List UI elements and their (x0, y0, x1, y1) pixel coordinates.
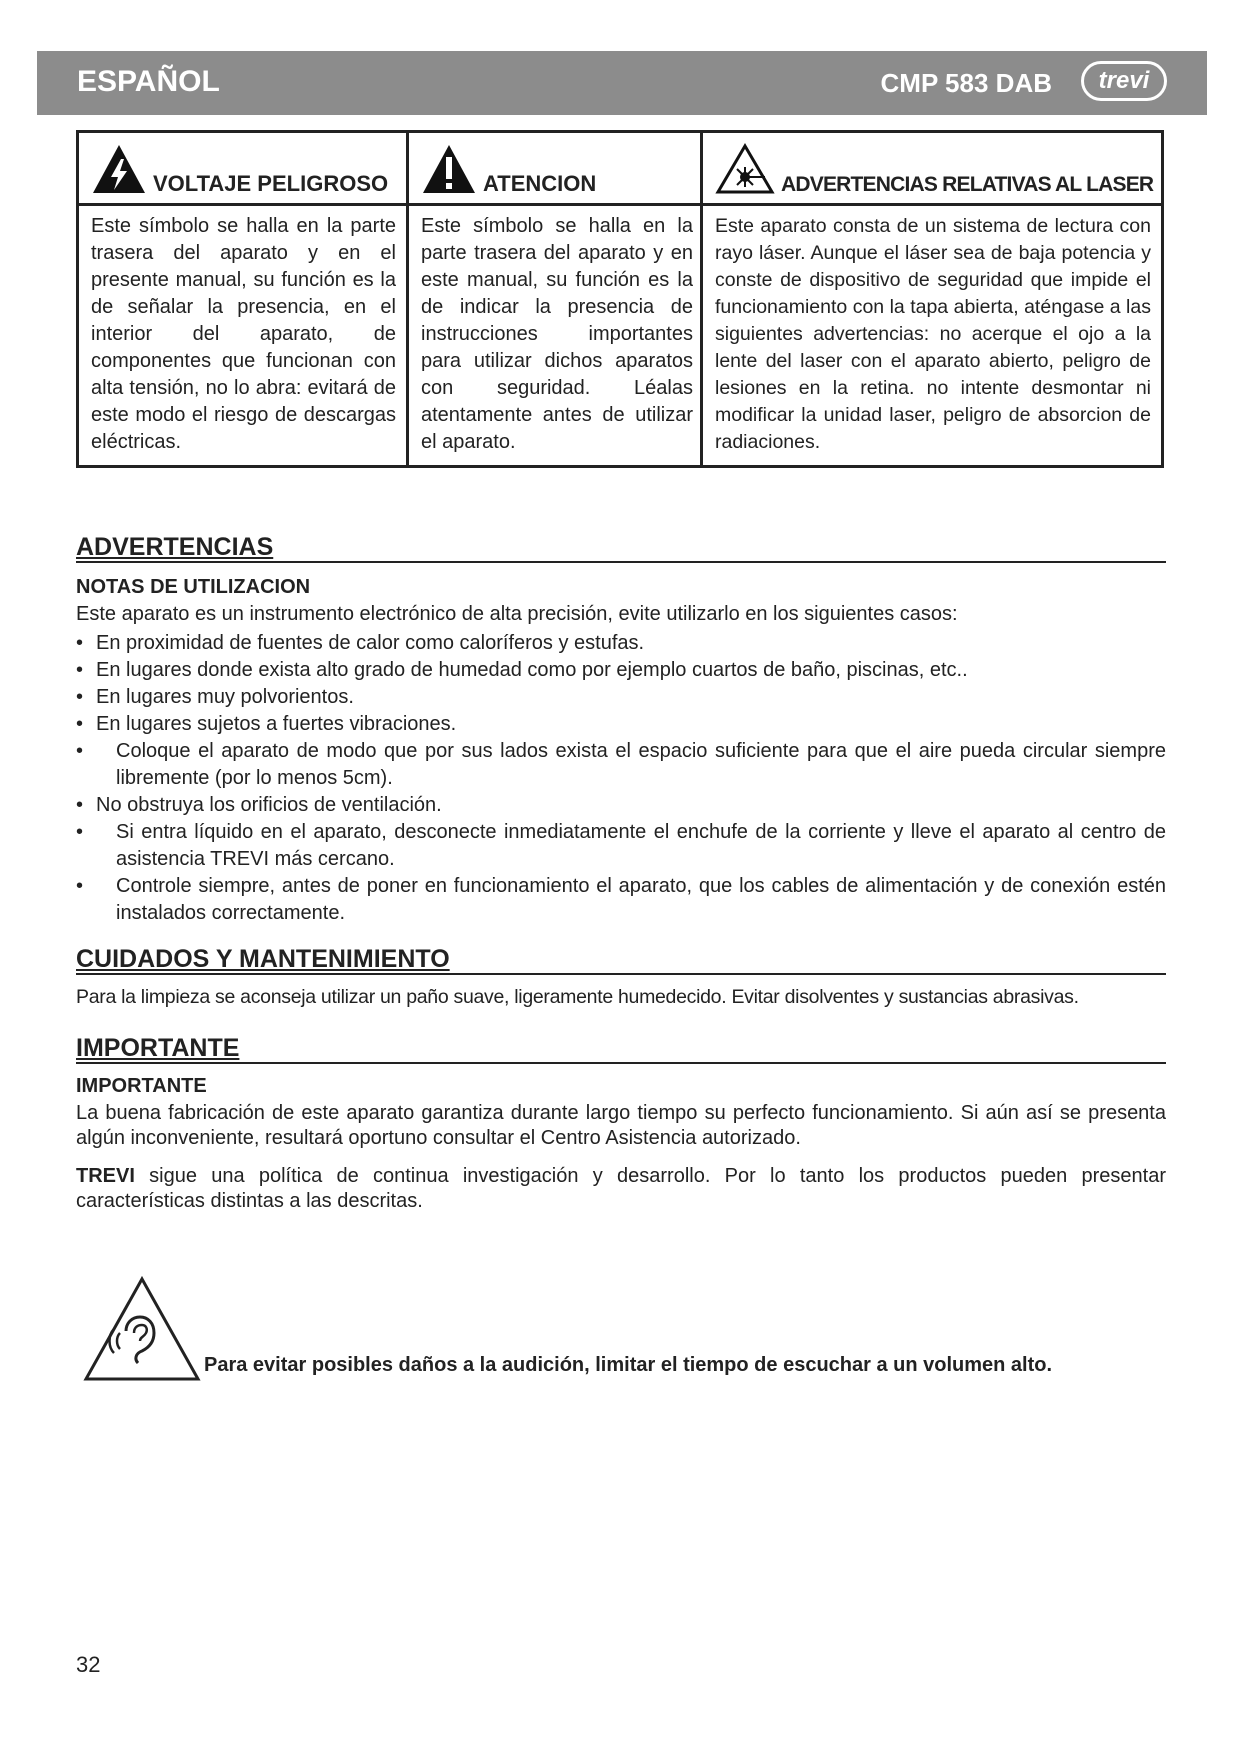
list-item: • Si entra líquido en el aparato, desconecte inmediatamente el enchufe de la corriente y lleve el aparato al centro de asistencia TREVI más cercano. (76, 819, 1166, 873)
list-item: • Controle siempre, antes de poner en funcionamiento el aparato, que los cables de alimentación y de conexión estén instalados correctamente. (76, 873, 1166, 927)
subheading-notas: NOTAS DE UTILIZACION (76, 576, 311, 598)
section-heading-importante: IMPORTANTE (76, 1034, 1166, 1064)
language-label: ESPAÑOL (77, 65, 220, 98)
subheading-importante: IMPORTANTE (76, 1075, 207, 1097)
laser-triangle-icon (715, 143, 775, 195)
hearing-warning-text: Para evitar posibles daños a la audición, limitar el tiempo de escuchar a un volumen alto. (204, 1354, 1053, 1376)
advertencias-intro: Este aparato es un instrumento electrónico de alta precisión, evite utilizarlo en los siguientes casos: (76, 603, 958, 625)
list-item: • En proximidad de fuentes de calor como caloríferos y estufas. (76, 630, 1166, 657)
warning-column-header (79, 133, 406, 206)
warning-column-attention (406, 133, 703, 465)
list-item: • No obstruya los orificios de ventilación. (76, 792, 1166, 819)
trevi-policy (76, 1164, 1166, 1214)
list-item: • En lugares muy polvorientos. (76, 684, 1166, 711)
cuidados-text: Para la limpieza se aconseja utilizar un paño suave, ligeramente humedecido. Evitar disolventes y sustancias abrasivas. (76, 986, 1079, 1008)
warning-column-header (409, 133, 703, 206)
page-number: 32 (76, 1652, 101, 1677)
warning-symbols-table (76, 130, 1164, 468)
warning-text: Este símbolo se halla en la parte trasera del aparato y en este manual, su función es la de indicar la presencia de instrucciones importantes para utilizar dichos aparatos con seguridad. Léalas atentamente antes de utilizar el aparato. (421, 215, 693, 453)
warning-text: Este símbolo se halla en la parte trasera del aparato y en el presente manual, su función es la de señalar la presencia, en el interior del aparato, de componentes que funcionan con alta tensión, no lo abra: evitará de este modo el riesgo de descargas eléctricas. (91, 215, 396, 453)
section-heading-cuidados: CUIDADOS Y MANTENIMIENTO (76, 945, 1166, 975)
warning-text: Este aparato consta de un sistema de lectura con rayo láser. Aunque el láser sea de baja potencia y conste de dispositivo de seguridad que impide el funcionamiento con la tapa abierta, aténgase a las siguientes advertencias: no acerque el ojo a la lente del laser con el aparato abierto, peligro de lesiones en la retina. no intente desmontar ni modificar la unidad laser, peligro de absorcion de radiaciones. (715, 215, 1151, 453)
lightning-triangle-icon (91, 143, 147, 195)
warning-column-voltage (79, 133, 406, 465)
warning-title: VOLTAJE PELIGROSO (153, 171, 389, 196)
exclamation-triangle-icon (421, 143, 477, 195)
warning-column-laser (700, 133, 1161, 465)
warning-column-header (703, 133, 1161, 206)
brand-policy-text: sigue una política de continua investigación y desarrollo. Por lo tanto los productos pueden presentar características distintas a las descritas. (76, 1165, 1166, 1212)
model-name: CMP 583 DAB (880, 68, 1052, 98)
list-item: • Coloque el aparato de modo que por sus lados exista el espacio suficiente para que el aire pueda circular siempre libremente (por lo menos 5cm). (76, 738, 1166, 792)
list-item: • En lugares donde exista alto grado de humedad como por ejemplo cuartos de baño, piscinas, etc.. (76, 657, 1166, 684)
warning-title: ADVERTENCIAS RELATIVAS AL LASER (781, 173, 1154, 196)
advertencias-list (76, 630, 1166, 927)
section-heading-advertencias: ADVERTENCIAS (76, 533, 1166, 563)
importante-text: La buena fabricación de este aparato garantiza durante largo tiempo su perfecto funcionamiento. Si aún así se presenta algún inconveniente, resultará oportuno consultar el Centro Asistencia autorizado. (76, 1102, 1166, 1149)
warning-title: ATENCION (483, 171, 597, 196)
ear-warning-icon (82, 1275, 202, 1385)
trevi-logo: trevi (1081, 61, 1167, 101)
page-header (37, 51, 1207, 115)
list-item: • En lugares sujetos a fuertes vibraciones. (76, 711, 1166, 738)
brand-name: TREVI (76, 1165, 135, 1187)
